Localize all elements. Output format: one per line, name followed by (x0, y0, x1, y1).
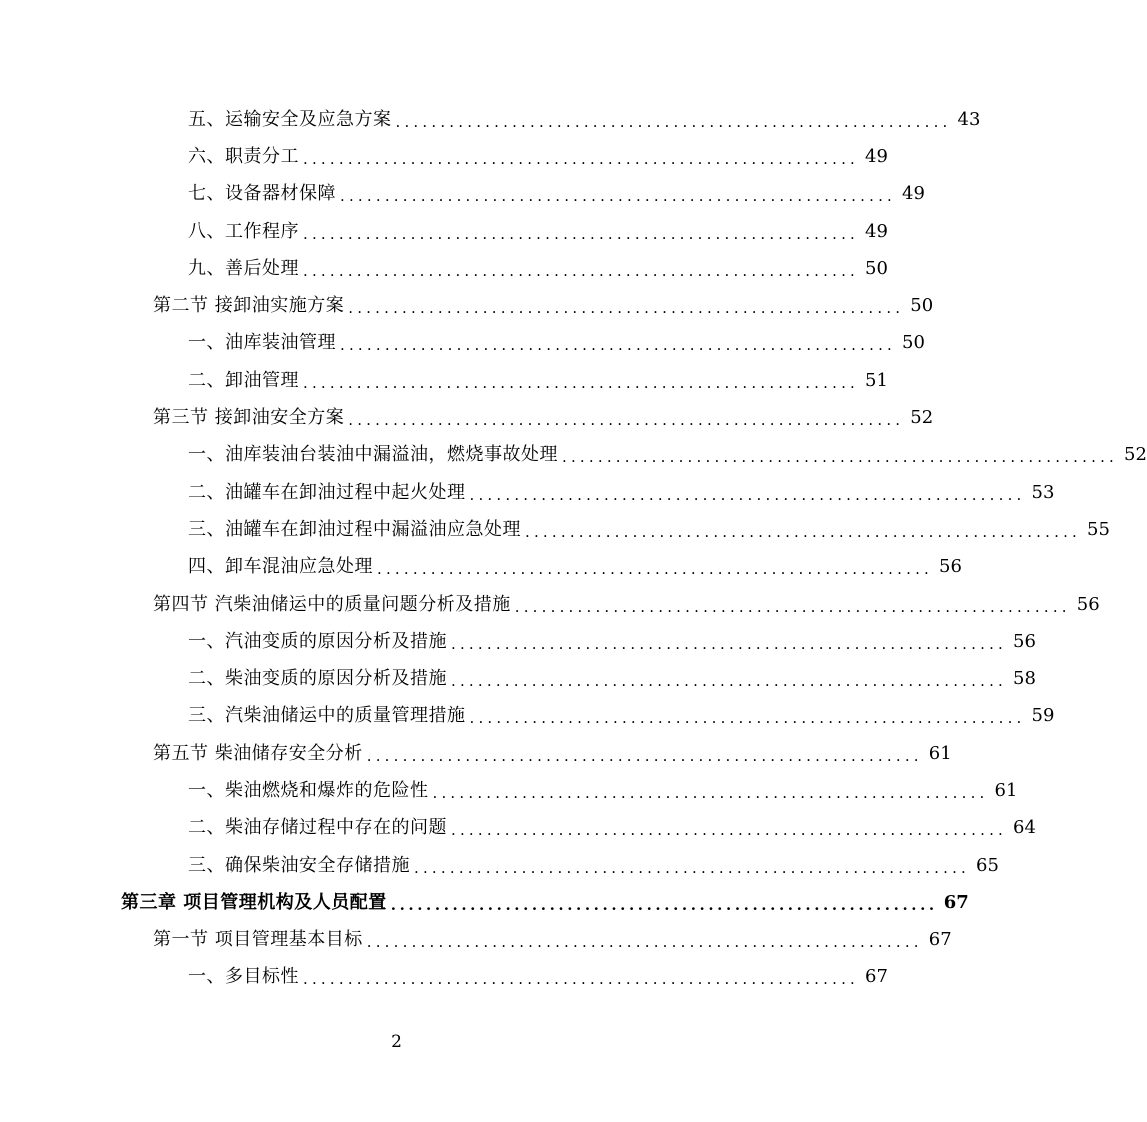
toc-dot-leader: .............................................................. (303, 149, 860, 168)
toc-entry-page: 49 (902, 183, 925, 205)
toc-entry-title: 七、设备器材保障 (188, 183, 336, 205)
toc-subsection-entry[interactable] (0, 660, 1036, 697)
toc-entry-content (153, 593, 1100, 617)
toc-entry-content (188, 630, 1036, 654)
toc-section-entry[interactable] (0, 586, 1100, 623)
toc-dot-leader: .............................................................. (377, 560, 934, 579)
toc-entry-title: 一、油库装油管理 (188, 332, 336, 354)
toc-dot-leader: .............................................................. (303, 373, 860, 392)
toc-entry-content (188, 108, 981, 132)
toc-entry-title: 二、油罐车在卸油过程中起火处理 (188, 481, 466, 503)
toc-section-entry[interactable] (0, 399, 934, 436)
toc-entry-title: 六、职责分工 (188, 145, 299, 167)
toc-subsection-entry[interactable] (0, 362, 888, 399)
toc-subsection-entry[interactable] (0, 474, 1055, 511)
toc-dot-leader: .............................................................. (451, 672, 1008, 691)
toc-subsection-entry[interactable] (0, 325, 925, 362)
toc-entry-content (188, 555, 962, 579)
toc-entry-title: 一、汽油变质的原因分析及措施 (188, 630, 447, 652)
toc-entry-title: 三、油罐车在卸油过程中漏溢油应急处理 (188, 518, 521, 540)
toc-entry-content (153, 406, 934, 430)
toc-entry-page: 49 (865, 220, 888, 242)
toc-dot-leader: .............................................................. (340, 336, 897, 355)
toc-entry-page: 51 (865, 369, 888, 391)
toc-entry-page: 64 (1013, 817, 1036, 839)
toc-entry-title: 二、柴油变质的原因分析及措施 (188, 668, 447, 690)
toc-entry-page: 53 (1031, 481, 1055, 503)
toc-entry-page: 61 (928, 742, 952, 764)
toc-entry-content (188, 257, 888, 281)
toc-entry-page: 56 (1013, 630, 1036, 652)
toc-dot-leader: .............................................................. (366, 933, 923, 952)
toc-dot-leader: .............................................................. (469, 709, 1026, 728)
toc-entry-page: 50 (902, 332, 925, 354)
toc-entry-title: 第一节 项目管理基本目标 (153, 929, 363, 951)
toc-entry-content (188, 518, 1110, 542)
toc-entry-title: 四、卸车混油应急处理 (188, 556, 373, 578)
toc-dot-leader: .............................................................. (303, 261, 860, 280)
toc-entry-page: 67 (928, 929, 952, 951)
toc-dot-leader: .............................................................. (348, 299, 905, 318)
toc-entry-title: 一、油库装油台装油中漏溢油，燃烧事故处理 (188, 444, 558, 466)
toc-dot-leader: .............................................................. (340, 187, 897, 206)
toc-entry-content (188, 816, 1036, 840)
toc-entry-page: 67 (865, 966, 888, 988)
toc-entry-content (188, 854, 999, 878)
toc-entry-title: 三、汽柴油储运中的质量管理措施 (188, 705, 466, 727)
toc-entry-content (188, 443, 1147, 467)
toc-dot-leader: .............................................................. (451, 821, 1008, 840)
toc-entry-page: 61 (994, 779, 1018, 801)
toc-entry-page: 56 (1076, 593, 1100, 615)
toc-entry-content (188, 667, 1036, 691)
toc-entry-page: 56 (939, 556, 962, 578)
toc-dot-leader: .............................................................. (348, 411, 905, 430)
table-of-contents (0, 101, 1147, 996)
toc-entry-title: 第三章 项目管理机构及人员配置 (121, 891, 387, 913)
toc-subsection-entry[interactable] (0, 772, 1018, 809)
toc-subsection-entry[interactable] (0, 698, 1055, 735)
toc-subsection-entry[interactable] (0, 810, 1036, 847)
toc-subsection-entry[interactable] (0, 549, 962, 586)
toc-entry-content (188, 145, 888, 169)
toc-subsection-entry[interactable] (0, 213, 888, 250)
toc-dot-leader: .............................................................. (390, 895, 938, 914)
toc-entry-page: 52 (910, 407, 934, 429)
toc-dot-leader: .............................................................. (525, 522, 1082, 541)
toc-entry-title: 二、柴油存储过程中存在的问题 (188, 817, 447, 839)
toc-subsection-entry[interactable] (0, 437, 1147, 474)
toc-dot-leader: .............................................................. (469, 485, 1026, 504)
toc-entry-content (188, 481, 1055, 505)
toc-entry-title: 五、运输安全及应急方案 (188, 108, 392, 130)
toc-dot-leader: .............................................................. (432, 783, 989, 802)
toc-entry-title: 第三节 接卸油安全方案 (153, 407, 345, 429)
toc-dot-leader: .............................................................. (303, 970, 860, 989)
toc-entry-page: 52 (1124, 444, 1147, 466)
toc-entry-page: 59 (1031, 705, 1055, 727)
toc-dot-leader: .............................................................. (366, 746, 923, 765)
toc-entry-content (153, 742, 952, 766)
toc-entry-title: 一、柴油燃烧和爆炸的危险性 (188, 779, 429, 801)
toc-subsection-entry[interactable] (0, 623, 1036, 660)
toc-entry-content (188, 965, 888, 989)
toc-dot-leader: .............................................................. (514, 597, 1071, 616)
toc-entry-title: 第二节 接卸油实施方案 (153, 295, 345, 317)
toc-entry-page: 50 (910, 295, 934, 317)
toc-entry-content (188, 369, 888, 393)
toc-entry-title: 八、工作程序 (188, 220, 299, 242)
toc-entry-content (153, 928, 952, 952)
toc-entry-page: 49 (865, 145, 888, 167)
toc-entry-page: 43 (957, 108, 981, 130)
toc-section-entry[interactable] (0, 922, 952, 959)
toc-entry-title: 九、善后处理 (188, 257, 299, 279)
toc-dot-leader: .............................................................. (451, 634, 1008, 653)
toc-entry-title: 三、确保柴油安全存储措施 (188, 854, 410, 876)
toc-subsection-entry[interactable] (0, 959, 888, 996)
toc-subsection-entry[interactable] (0, 101, 981, 138)
toc-entry-title: 一、多目标性 (188, 966, 299, 988)
toc-entry-page: 50 (865, 257, 888, 279)
toc-entry-content (188, 331, 925, 355)
toc-entry-content (153, 294, 934, 318)
toc-subsection-entry[interactable] (0, 176, 925, 213)
toc-dot-leader: .............................................................. (303, 224, 860, 243)
toc-section-entry[interactable] (0, 735, 952, 772)
toc-dot-leader: .............................................................. (562, 448, 1119, 467)
toc-entry-content (188, 220, 888, 244)
toc-entry-title: 第四节 汽柴油储运中的质量问题分析及措施 (153, 593, 511, 615)
toc-entry-content (188, 704, 1055, 728)
toc-dot-leader: .............................................................. (414, 858, 971, 877)
toc-entry-page: 55 (1087, 518, 1110, 540)
toc-entry-content (188, 779, 1018, 803)
toc-subsection-entry[interactable] (0, 250, 888, 287)
toc-entry-content (188, 182, 925, 206)
toc-chapter-entry[interactable] (0, 884, 969, 921)
page-number: 2 (391, 1032, 402, 1052)
toc-subsection-entry[interactable] (0, 138, 888, 175)
toc-subsection-entry[interactable] (0, 847, 999, 884)
toc-entry-title: 第五节 柴油储存安全分析 (153, 742, 363, 764)
toc-entry-page: 58 (1013, 668, 1036, 690)
toc-subsection-entry[interactable] (0, 511, 1110, 548)
toc-entry-page: 65 (976, 854, 999, 876)
toc-entry-page: 67 (943, 891, 969, 913)
toc-entry-title: 二、卸油管理 (188, 369, 299, 391)
toc-dot-leader: .............................................................. (395, 112, 952, 131)
toc-entry-content (121, 891, 969, 915)
toc-section-entry[interactable] (0, 287, 934, 324)
